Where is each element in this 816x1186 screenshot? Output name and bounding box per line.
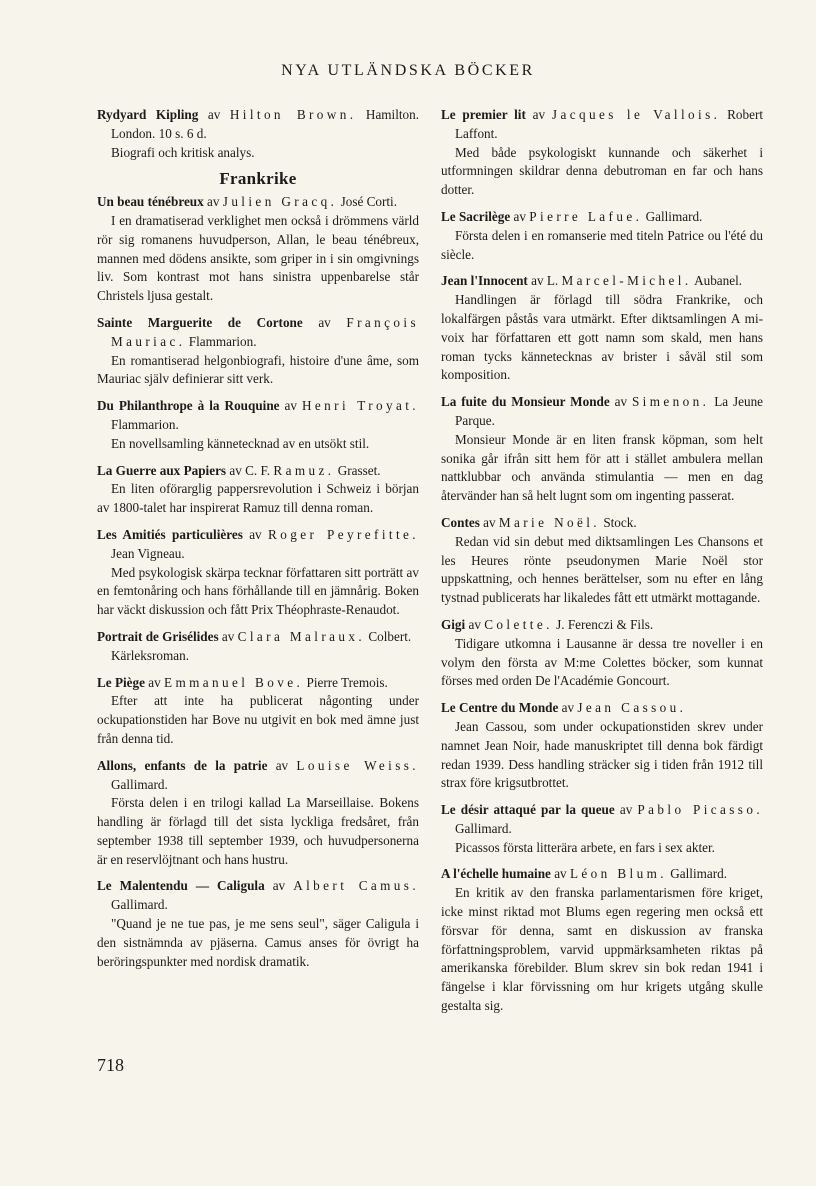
book-description: En liten oförarglig pappersrevolution i Schweiz i början av 1800-talet har inspirerat Ramuz till denna roman. — [97, 481, 419, 516]
author-name: Ramuz. — [273, 462, 335, 478]
publisher: José Corti. — [340, 194, 398, 210]
book-description: Monsieur Monde är en liten fransk köpman, som helt sonika går ifrån sitt hem för att i stället ambulera mellan nattklubbar och använda stimulantia — men en dag återvänder han så helt lugnt som om ingenting passerat. — [441, 431, 763, 504]
book-description: Biografi och kritisk analys. — [111, 144, 255, 160]
by-word: av — [275, 757, 289, 773]
book-description: Första delen i en trilogi kallad La Marseillaise. Bokens handling är förlagd till det sista lyckliga fredsåret, från september 1938 till september 1939, och huvudpersonerna är en reservlöjtnant och hans hustru. — [97, 795, 419, 867]
author-name: Hilton Brown. — [229, 107, 357, 122]
by-word: av — [619, 802, 633, 818]
book-description: "Quand je ne tue pas, je me sens seul", säger Caligula i den sistnämnda av pjäserna. Camus anses för övrigt ha beröringspunkter med nordisk dramatik. — [97, 916, 419, 969]
book-title: Le Piège — [97, 674, 145, 690]
entry-heading — [97, 397, 419, 435]
author-name: Pablo Picasso. — [637, 802, 764, 818]
book-entry — [441, 514, 763, 608]
book-description: En novellsamling kännetecknad av en utsökt stil. — [111, 435, 370, 451]
publisher: Jean Vigneau. — [111, 545, 185, 561]
book-title: Le Sacrilège — [441, 208, 511, 224]
publisher: Stock. — [603, 514, 637, 530]
publisher: Hamilton. London. 10 s. 6 d. — [111, 107, 420, 141]
author-name: Pierre Lafue. — [529, 208, 643, 224]
book-description: Med psykologisk skärpa tecknar författaren sitt porträtt av en femtonåring och hans förhållande till en jämnårig. Boken har väckt diskussion och fått Prix Théophraste-Renaudot. — [97, 564, 419, 618]
entry-heading — [97, 106, 419, 144]
book-title: Un beau ténébreux — [97, 194, 204, 210]
publisher: Gallimard. — [670, 866, 728, 882]
by-word: av — [532, 107, 546, 122]
book-entry — [441, 393, 763, 506]
publisher: Flammarion. — [188, 333, 257, 349]
book-entry — [441, 865, 763, 1015]
book-description: Första delen i en romanserie med titeln Patrice ou l'été du siècle. — [441, 227, 763, 262]
publisher: Aubanel. — [694, 273, 743, 289]
by-word: av — [249, 526, 262, 542]
book-entry — [441, 699, 763, 793]
author-name: Albert Camus. — [293, 878, 420, 894]
book-description: Tidigare utkomna i Lausanne är dessa tre noveller i en volym den första av M:me Colettes böcker, som kunnat förses med orden De l'Académie Goncourt. — [441, 635, 763, 689]
book-title: Le désir attaqué par la queue — [441, 802, 615, 818]
book-title: Le premier lit — [441, 107, 526, 122]
entry-heading — [97, 757, 419, 795]
left-after-entries — [97, 193, 419, 971]
author-name: Marie Noël. — [498, 514, 601, 530]
entry-heading — [97, 526, 419, 564]
publisher: Pierre Tremois. — [306, 674, 388, 690]
by-word: av — [284, 398, 297, 414]
by-word: av — [468, 616, 481, 632]
author-name: Simenon. — [631, 394, 710, 410]
book-description: Handlingen är förlagd till södra Frankrike, och lokalfärgen påstås vara utmärkt. Efter diktsamlingen A mi-voix har författaren ett gott namn som skald, men hans roman tycks kännetecknas av brister i såväl stil som komposition. — [441, 292, 763, 383]
publisher: La Jeune Parque. — [455, 394, 764, 428]
entry-heading — [97, 462, 419, 481]
author-name: Roger Peyrefitte. — [268, 526, 419, 542]
book-description: Picassos första litterära arbete, en fars i sex akter. — [455, 839, 715, 855]
entry-heading — [441, 865, 763, 884]
publisher: J. Ferenczi & Fils. — [556, 616, 654, 632]
page-header: NYA UTLÄNDSKA BÖCKER — [281, 62, 535, 79]
book-entry — [97, 462, 419, 518]
book-title: La Guerre aux Papiers — [97, 462, 227, 478]
book-description: Redan vid sin debut med diktsamlingen Les Chansons et les Heures rönte pseudonymen Marie Noël stor uppskattning, och hennes berättelser, som nu efter en lång tystnad publicerats har likaledes fått ett utmärkt mottagande. — [441, 533, 763, 606]
book-entry — [97, 397, 419, 453]
author-name: Emmanuel Bove. — [164, 674, 304, 690]
book-entry — [441, 616, 763, 691]
book-title: Les Amitiés particulières — [97, 526, 243, 542]
by-word: av — [207, 107, 221, 122]
author-name: Jean Cassou. — [577, 700, 687, 716]
author-name: François Mauriac. — [111, 314, 419, 349]
entry-heading — [441, 208, 763, 227]
book-title: Sainte Marguerite de Cortone — [97, 314, 303, 330]
publisher: Gallimard. — [111, 897, 168, 913]
book-description: Med både psykologiskt kunnande och säkerhet i utformningen skildrar denna debutroman en far och hans dotter. — [441, 144, 763, 198]
by-word: av — [207, 194, 220, 210]
author-name: Jacques le Vallois. — [551, 107, 721, 122]
page-number: 718 — [97, 1055, 124, 1075]
book-title: La fuite du Monsieur Monde — [441, 394, 610, 410]
entry-heading — [97, 877, 419, 915]
by-word: av — [513, 208, 526, 224]
book-title: Rydyard Kipling — [97, 107, 199, 122]
book-entry — [97, 757, 419, 870]
book-description: Jean Cassou, som under ockupationstiden skrev under namnet Jean Noir, hade manuskriptet till denna bok färdigt redan 1939. Dess handling sträcker sig i tiden från 1912 till strax före krigsutbrottet. — [441, 718, 763, 791]
publisher: Gallimard. — [455, 820, 512, 836]
book-entry — [97, 877, 419, 971]
entry-heading — [441, 272, 763, 291]
by-word: av C. F. — [229, 462, 271, 478]
author-name: Louise Weiss. — [296, 757, 420, 773]
entry-heading — [97, 628, 419, 647]
publisher: Flammarion. — [111, 416, 179, 432]
book-entry — [441, 801, 763, 857]
book-title: Jean l'Innocent — [441, 273, 528, 289]
by-word: av — [272, 878, 286, 894]
book-entry — [97, 106, 419, 162]
publisher: Colbert. — [368, 628, 412, 644]
book-title: A l'échelle humaine — [441, 866, 551, 882]
book-title: Gigi — [441, 616, 466, 632]
by-word: av — [483, 514, 496, 530]
by-word: av — [221, 628, 235, 644]
book-entry — [97, 628, 419, 666]
book-description: I en dramatiserad verklighet men också i drömmens värld rör sig romanens huvudperson, Allan, le beau ténébreux, mannen med dödens ansikte, som griper in i sin omgivnings liv. Som kontrast mot hans sinistra uppenbarelse står Christels ljusa gestalt. — [97, 212, 419, 304]
book-entry — [97, 314, 419, 389]
entry-heading — [441, 616, 763, 635]
entry-heading — [97, 193, 419, 212]
left-column — [97, 106, 419, 979]
entry-heading — [97, 674, 419, 693]
book-entry — [97, 526, 419, 620]
book-entry — [441, 208, 763, 264]
entry-heading — [97, 314, 419, 352]
book-title: Du Philanthrope à la Rouquine — [97, 398, 280, 414]
right-column — [441, 106, 763, 1024]
book-entry — [441, 106, 763, 200]
entry-heading — [441, 393, 763, 431]
by-word: av — [614, 394, 628, 410]
author-name: Marcel-Michel. — [561, 273, 692, 289]
book-entry — [97, 193, 419, 306]
book-description: En romantiserad helgonbiografi, histoire d'une âme, som Mauriac själv definierar sitt verk. — [97, 352, 419, 387]
publisher: Gallimard. — [111, 776, 168, 792]
author-name: Léon Blum. — [569, 866, 667, 882]
by-word: av — [561, 700, 575, 716]
section-heading-frankrike: Frankrike — [219, 169, 297, 189]
author-name: Julien Gracq. — [222, 194, 338, 210]
book-entry — [441, 272, 763, 385]
author-name: Henri Troyat. — [302, 398, 419, 414]
by-word: av — [318, 314, 331, 330]
by-word: av — [554, 866, 567, 882]
by-word: av — [148, 674, 161, 690]
publisher: Grasset. — [337, 462, 381, 478]
book-title: Contes — [441, 514, 480, 530]
entry-heading — [441, 106, 763, 144]
publisher: Robert Laffont. — [455, 107, 764, 141]
author-name: Colette. — [484, 616, 553, 632]
publisher: Gallimard. — [645, 208, 703, 224]
book-title: Le Centre du Monde — [441, 700, 559, 716]
book-title: Portrait de Grisélides — [97, 628, 219, 644]
by-word: av L. — [531, 273, 559, 289]
book-entry — [97, 674, 419, 749]
entry-heading — [441, 699, 763, 718]
author-name: Clara Malraux. — [237, 628, 366, 644]
book-title: Allons, enfants de la patrie — [97, 757, 268, 773]
entry-heading — [441, 514, 763, 533]
entry-heading — [441, 801, 763, 839]
left-before-entries — [97, 106, 419, 162]
book-description: Efter att inte ha publicerat någonting under ockupationstiden har Bove nu utgivit en bok med ämne just från denna tid. — [97, 693, 419, 746]
book-description: En kritik av den franska parlamentarismen före kriget, icke minst riktad mot Blums egen regering men också ett försvar för denna, samt en diskussion av franska författningsproblem, varvid uppmärksamheten riktas på amerikanska förebilder. Blum skrev sin bok redan 1941 i fängelse i klar förvissning om hur krigets utgång skulle gestalta sig. — [441, 885, 763, 1014]
book-title: Le Malentendu — Caligula — [97, 878, 265, 894]
book-description: Kärleksroman. — [111, 647, 189, 663]
